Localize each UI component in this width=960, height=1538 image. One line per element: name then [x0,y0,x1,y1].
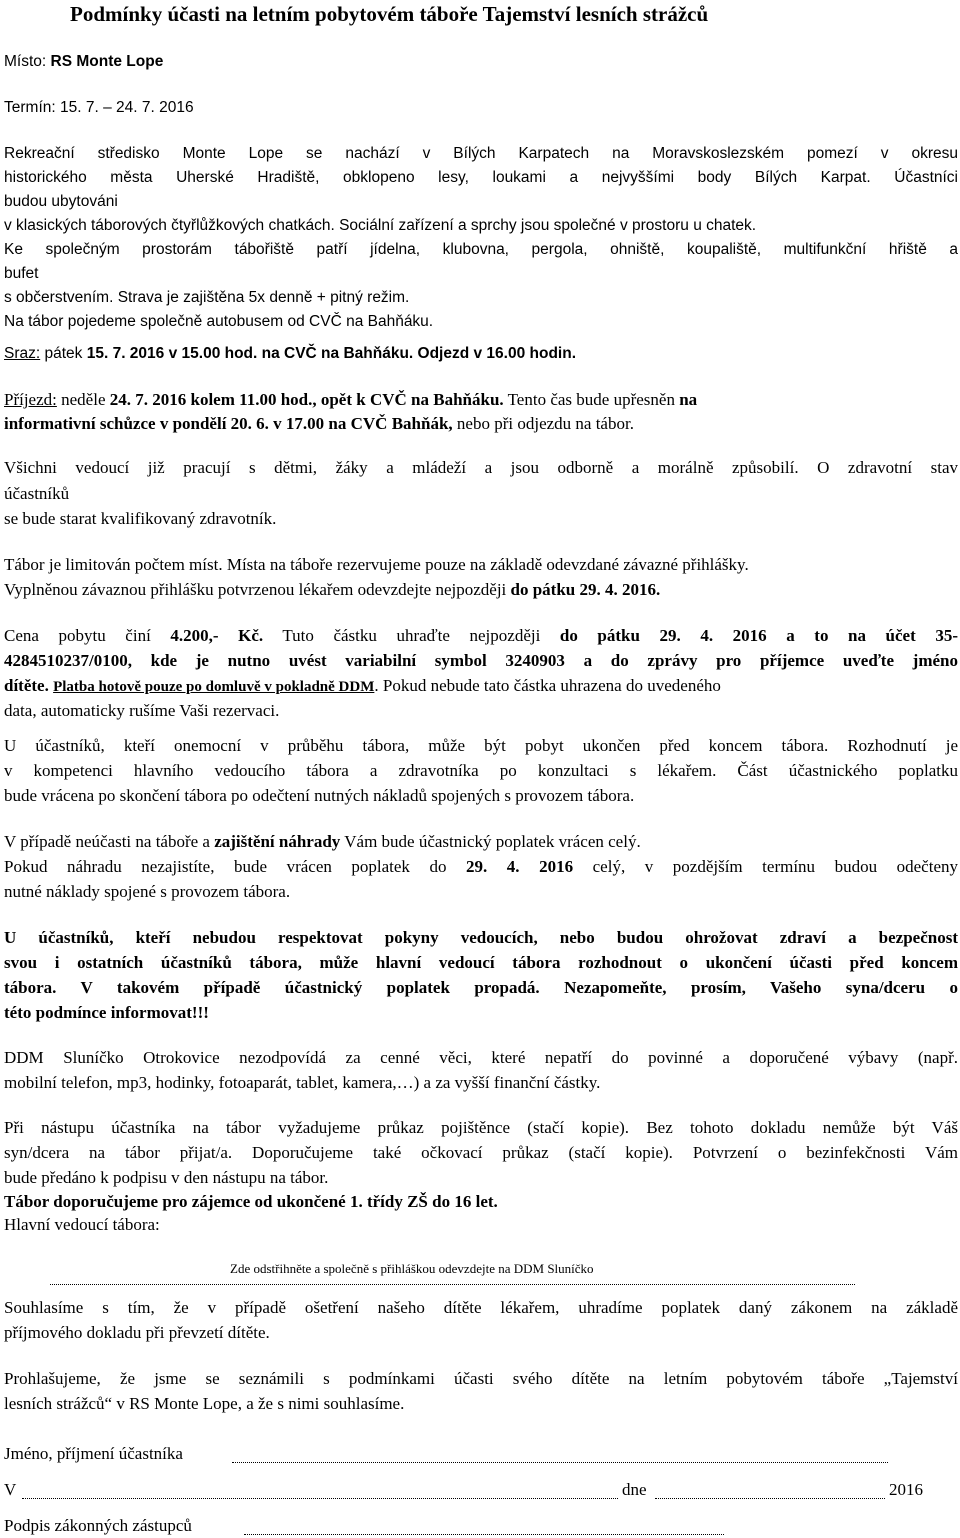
price-account: 4284510237/0100, kde je nutno uvést variabilní symbol 3240903 a do zprávy pro příjemce uveďte jméno [4,651,958,670]
rules-line-2: svou i ostatních účastníků tábora, může hlavní vedoucí tábora rozhodnout o ukončení účasti před koncem [4,953,958,972]
price-deadline: do pátku 29. 4. 2016 a to na účet 35- [559,626,958,645]
term-text: Termín: 15. 7. – 24. 7. 2016 [4,99,194,116]
info-meeting-rest: nebo při odjezdu na tábor. [452,414,634,433]
price-line-1 [4,626,958,646]
limit-text: Vyplněnou závaznou přihlášku potvrzenou lékařem odevzdejte nejpozději [4,580,511,599]
intro-line-3: budou ubytováni [4,193,118,210]
absence-rest-2: celý, v pozdějším termínu budou odečteny [573,857,958,876]
leaders-line-2: účastníků [4,484,70,503]
consent-line-2: příjmového dokladu při převzetí dítěte. [4,1323,270,1342]
intro-line-4: v klasických táborových čtyřlůžkových chatkách. Sociální zařízení a sprchy jsou společné v prostoru u chatek. [4,217,757,234]
participant-name-field[interactable] [232,1461,888,1463]
absence-replacement: zajištění náhrady [214,832,341,851]
location-line [4,52,163,72]
intro-line-1: Rekreační středisko Monte Lope se nachází v Bílých Karpatech na Moravskoslezském pomezí v okresu [4,145,958,162]
term-line [4,98,194,118]
intro-line-5: Ke společným prostorám tábořiště patří jídelna, klubovna, pergola, ohniště, koupaliště, multifunkční hřiště a [4,241,958,258]
cut-here-note: Zde odstřihněte a společně s přihláškou odevzdejte na DDM Sluníčko [230,1261,594,1276]
boarding-line-1: Při nástupu účastníka na tábor vyžadujeme průkaz pojištěnce (stačí kopie). Bez tohoto dokladu nemůže být Váš [4,1118,958,1137]
absence-line-1 [4,832,641,852]
illness-line-2: v kompetenci hlavního vedoucího tábora a zdravotníka po konzultaci s lékařem. Část účastnického poplatku [4,761,958,780]
limit-line-1: Tábor je limitován počtem míst. Místa na táboře rezervujeme pouze na základě odevzdané závazné přihlášky. [4,555,749,574]
illness-line-3: bude vrácena po skončení tábora po odečtení nutných nákladů spojených s provozem tábora. [4,786,635,805]
price-line-2 [4,651,958,671]
cash-note: Platba hotově pouze po domluvě v pokladně DDM [53,679,375,695]
declaration-line-2: lesních strážců“ v RS Monte Lope, a že s nimi souhlasíme. [4,1394,405,1413]
age-recommendation: Tábor doporučujeme pro zájemce od ukončené 1. třídy ZŠ do 16 let. [4,1192,498,1211]
illness-line-1: U účastníků, kteří onemocní v průběhu tábora, může být pobyt ukončen před koncem tábora. Rozhodnutí je [4,736,958,755]
price-line-3 [4,676,721,697]
arrival-line [4,390,697,410]
arrival-details: 24. 7. 2016 kolem 11.00 hod., opět k CVČ na Bahňáku. [109,390,504,409]
price-rest: . Pokud nebude tato částka uhrazena do uvedeného [374,676,721,695]
absence-text: V případě neúčasti na táboře a [4,832,215,851]
date-label: dne [622,1480,647,1499]
price-mid: Tuto částku uhraďte nejpozději [263,626,560,645]
chief-leader-label: Hlavní vedoucí tábora: [4,1215,160,1234]
boarding-line-2: syn/dcera na tábor přijat/a. Doporučujeme také očkovací průkaz (stačí kopie). Potvrzení o bezinfekčnosti Vám [4,1143,958,1162]
absence-line-2 [4,857,958,877]
ddm-line-1: DDM Sluníčko Otrokovice nezodpovídá za cenné věci, které nepatří do povinné a doporučené výbavy (např. [4,1048,958,1067]
boarding-line-3: bude předáno k podpisu v den nástupu na tábor. [4,1168,329,1187]
declaration-line-1: Prohlašujeme, že jsme se seznámili s podmínkami účasti svého dítěte na letním pobytovém táboře „Tajemství [4,1369,958,1388]
price-line-4: data, automaticky rušíme Vaši rezervaci. [4,701,280,720]
date-field[interactable] [655,1497,885,1499]
guardian-signature-label: Podpis zákonných zástupců [4,1516,192,1535]
cut-line [50,1283,855,1285]
limit-deadline: do pátku 29. 4. 2016. [510,580,661,599]
guardian-signature-field[interactable] [244,1533,724,1535]
ddm-line-2: mobilní telefon, mp3, hodinky, fotoaparát, tablet, kamera,…) a za vyšší finanční částky. [4,1073,601,1092]
arrival-na: na [679,390,698,409]
absence-rest: Vám bude účastnický poplatek vrácen celý. [340,832,641,851]
price-value: 4.200,- Kč. [170,626,264,645]
document-title: Podmínky účasti na letním pobytovém táboře Tajemství lesních strážců [70,2,709,26]
meeting-info-line [4,414,634,434]
bus-line: Na tábor pojedeme společně autobusem od CVČ na Bahňáku. [4,313,434,330]
intro-line-2: historického města Uherské Hradiště, obklopeno lesy, loukami a nejvyššími body Bílých Karpat. Účastníci [4,169,958,186]
info-meeting: informativní schůzce v pondělí 20. 6. v 17.00 na CVČ Bahňák, [4,414,453,433]
meeting-line [4,344,576,364]
limit-line-2 [4,580,660,600]
rules-line-1: U účastníků, kteří nebudou respektovat pokyny vedoucích, nebo budou ohrožovat zdraví a bezpečnost [4,928,958,947]
rules-line-4: této podmínce informovat!!! [4,1003,209,1022]
meeting-label: Sraz: [4,345,41,362]
place-field[interactable] [22,1497,618,1499]
absence-text-2: Pokud náhradu nezajistíte, bude vrácen poplatek do [4,857,467,876]
meeting-details: 15. 7. 2016 v 15.00 hod. na CVČ na Bahňáku. Odjezd v 16.00 hodin. [86,345,577,362]
intro-line-7: s občerstvením. Strava je zajištěna 5x denně + pitný režim. [4,289,410,306]
arrival-label: Příjezd: [4,390,57,409]
leaders-line-3: se bude starat kvalifikovaný zdravotník. [4,509,277,528]
consent-line-1: Souhlasíme s tím, že v případě ošetření našeho dítěte lékařem, uhradíme poplatek daný zákonem na základě [4,1298,958,1317]
arrival-note: Tento čas bude upřesněn [503,390,680,409]
absence-line-3: nutné náklady spojené s provozem tábora. [4,882,291,901]
place-label: V [4,1480,17,1499]
participant-name-label: Jméno, příjmení účastníka [4,1444,183,1463]
arrival-day: neděle [56,390,110,409]
rules-line-3: tábora. V takovém případě účastnický poplatek propadá. Nezapomeňte, prosím, Vašeho syna/dceru o [4,978,958,997]
intro-line-6: bufet [4,265,39,282]
absence-date: 29. 4. 2016 [466,857,574,876]
price-child: dítěte. [4,676,49,695]
meeting-day: pátek [40,345,87,362]
location-value: RS Monte Lope [50,53,164,70]
price-text: Cena pobytu činí [4,626,171,645]
year-value: 2016 [889,1480,923,1499]
location-label: Místo: [4,53,51,70]
leaders-line-1: Všichni vedoucí již pracují s dětmi, žáky a mládeží a jsou odborně a morálně způsobilí. O zdravotní stav [4,458,958,477]
